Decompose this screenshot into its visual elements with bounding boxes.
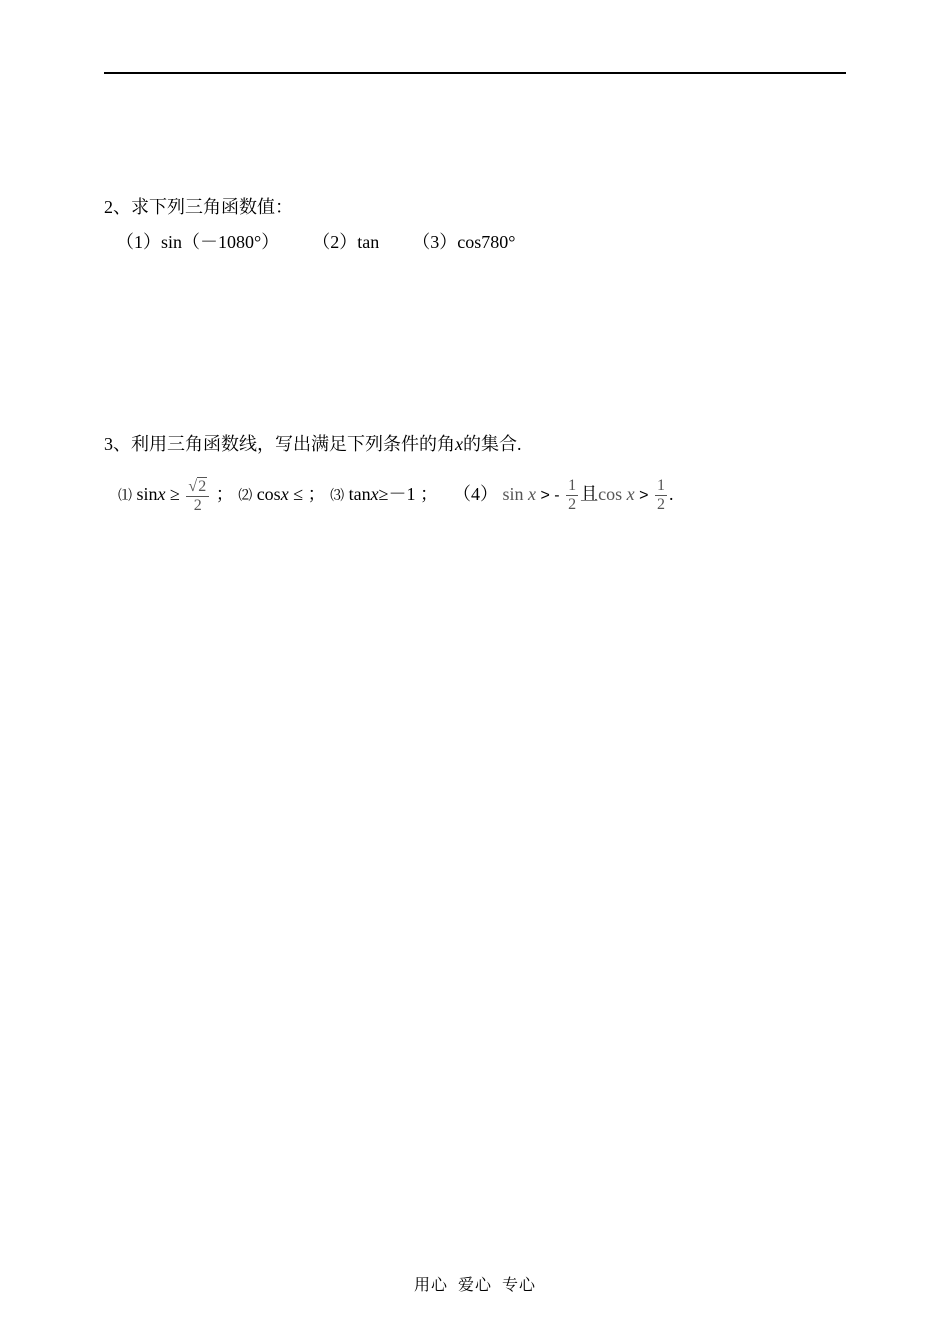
- c1-sep: ；: [215, 484, 234, 504]
- c3-fn: tan: [348, 484, 371, 504]
- c1-frac-num: 2: [198, 477, 207, 495]
- q3-title-var: x: [455, 434, 463, 454]
- c3-rest: ≥－1: [378, 484, 416, 504]
- c1-op: ≥: [170, 484, 180, 504]
- header-rule: [104, 72, 846, 74]
- q3-title-post: 的集合.: [463, 434, 522, 454]
- c2-number: ⑵: [238, 489, 253, 504]
- c4-end: .: [668, 484, 674, 504]
- c4-and: 且: [580, 484, 599, 504]
- c2-var: x: [280, 484, 289, 504]
- c3-var: x: [370, 484, 379, 504]
- question-3-conditions: [118, 470, 673, 521]
- c4-fraction-2: [655, 477, 667, 514]
- c2-sep: ；: [307, 484, 326, 504]
- c2-op: ≤: [293, 484, 304, 504]
- c4-frac1-den: 2: [568, 496, 577, 514]
- c3-sep: ；: [419, 484, 438, 504]
- question-2-title: 2、求下列三角函数值：: [104, 197, 293, 217]
- c1-frac-den: 2: [186, 496, 209, 515]
- c4-fn1: sin: [502, 484, 524, 504]
- c4-var1: x: [527, 484, 536, 504]
- c1-fn: sin: [136, 484, 158, 504]
- c4-frac2-den: 2: [656, 496, 665, 514]
- c4-frac2-num: 1: [656, 477, 665, 495]
- q2-part-1: （1）sin（－1080°）: [116, 232, 280, 252]
- c3-number: ⑶: [330, 489, 345, 504]
- page-footer: 用心 爱心 专心: [413, 1277, 536, 1294]
- sqrt-icon: √: [188, 477, 198, 495]
- c1-var: x: [157, 484, 166, 504]
- c4-op2: >: [639, 487, 649, 504]
- c2-fn: cos: [256, 484, 281, 504]
- c1-fraction: [186, 477, 209, 515]
- c4-var2: x: [626, 484, 635, 504]
- c1-number: ⑴: [118, 489, 132, 504]
- q2-part-2: （2）tan: [312, 232, 380, 252]
- c4-number: （4）: [452, 484, 498, 504]
- c4-frac1-num: 1: [568, 477, 577, 495]
- q3-title-pre: 3、利用三角函数线，写出满足下列条件的角: [104, 434, 455, 454]
- question-3-title: [104, 433, 522, 455]
- q2-part-3: （3）cos780°: [412, 232, 516, 252]
- c4-fn2: cos: [598, 484, 623, 504]
- c4-op1: > -: [540, 487, 560, 504]
- c4-fraction-1: [566, 477, 578, 514]
- question-2-parts: [116, 231, 515, 253]
